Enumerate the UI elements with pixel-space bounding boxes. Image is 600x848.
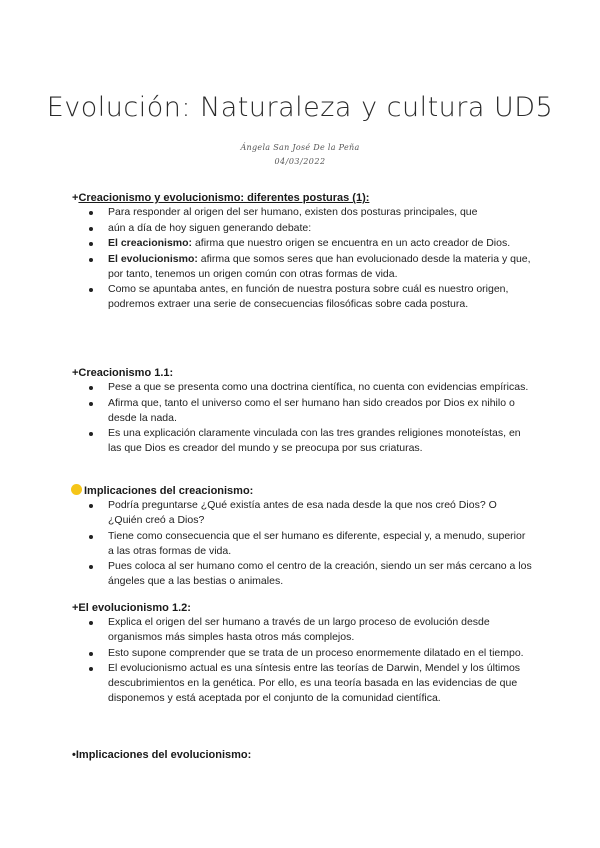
author-name: Ángela San José De la Peña <box>240 143 360 152</box>
section-heading <box>72 191 532 205</box>
list-item <box>72 646 532 661</box>
bullet-list <box>72 615 532 706</box>
heading-text: Creacionismo y evolucionismo: diferentes posturas (1): <box>78 192 370 204</box>
list-item <box>72 236 532 251</box>
list-item-text: Como se apuntaba antes, en función de nuestra postura sobre cuál es nuestro origen, podremos extraer una serie de consecuencias filosóficas sobre cada postura. <box>108 283 509 310</box>
list-item <box>72 498 532 528</box>
list-item-text: Afirma que, tanto el universo como el ser humano han sido creados por Dios ex nihilo o desde la nada. <box>108 396 515 424</box>
list-item <box>72 380 532 395</box>
section-heading: •Implicaciones del evolucionismo: <box>72 749 252 761</box>
heading-prefix: + <box>72 192 79 204</box>
list-item-text: afirma que somos seres que han evolucionado desde la materia y que, por tanto, tenemos un origen común con otras formas de vida. <box>108 252 531 280</box>
section-creacionismo <box>72 366 532 457</box>
section-creacionismo-evolucionismo <box>72 191 532 313</box>
list-item-text: afirma que nuestro origen se encuentra en un acto creador de Dios. <box>192 237 511 249</box>
list-item-text: Para responder al origen del ser humano, existen dos posturas principales, que <box>108 206 478 218</box>
section-heading <box>72 484 532 498</box>
list-item <box>72 396 532 426</box>
list-item <box>72 252 532 282</box>
list-item-term: El evolucionismo: <box>108 252 198 265</box>
yellow-circle-icon <box>71 484 82 495</box>
list-item-text: Tiene como consecuencia que el ser humano es diferente, especial y, a menudo, superior a las otras formas de vida. <box>108 529 526 557</box>
section-implicaciones-creacionismo <box>72 484 532 590</box>
list-item-text: Podría preguntarse ¿Qué existía antes de esa nada desde la que nos creó Dios? O ¿Quién creó a Dios? <box>108 499 497 526</box>
list-item <box>72 282 532 312</box>
list-item <box>72 426 532 456</box>
document-date: 04/03/2022 <box>274 157 326 166</box>
bullet-list <box>72 205 532 312</box>
list-item <box>72 529 532 559</box>
list-item <box>72 615 532 645</box>
list-item-text: El evolucionismo actual es una síntesis entre las teorías de Darwin, Mendel y los últimos descubrimientos en la genética. Por ello, es una teoría basada en las evidencias de que disponemos y está aceptada por el conjunto de la comunidad científica. <box>108 662 521 704</box>
section-implicaciones-evolucionismo <box>72 748 532 762</box>
section-evolucionismo <box>72 601 532 707</box>
list-item-text: Pues coloca al ser humano como el centro de la creación, siendo un ser más cercano a los ángeles que a las bestias o animales. <box>108 560 532 587</box>
list-item-text: Explica el origen del ser humano a través de un largo proceso de evolución desde organismos más simples hasta otros más complejos. <box>108 616 490 643</box>
list-item <box>72 221 532 236</box>
list-item <box>72 205 532 220</box>
section-heading: +El evolucionismo 1.2: <box>72 602 191 614</box>
bullet-list <box>72 498 532 589</box>
list-item-text: Esto supone comprender que se trata de un proceso enormemente dilatado en el tiempo. <box>108 646 524 659</box>
list-item-term: El creacionismo: <box>108 237 193 249</box>
list-item <box>72 559 532 589</box>
list-item-text: aún a día de hoy siguen generando debate: <box>108 221 312 234</box>
bullet-list <box>72 380 532 456</box>
list-item-text: Es una explicación claramente vinculada con las tres grandes religiones monoteístas, en las que Dios es creador del mundo y se preocupa por sus criaturas. <box>108 427 521 454</box>
section-heading: +Creacionismo 1.1: <box>72 367 174 379</box>
heading-text: Implicaciones del creacionismo: <box>84 485 254 497</box>
list-item-text: Pese a que se presenta como una doctrina científica, no cuenta con evidencias empíricas. <box>108 381 529 393</box>
page-title: Evolución: Naturaleza y cultura UD5 <box>46 92 554 123</box>
list-item <box>72 661 532 706</box>
